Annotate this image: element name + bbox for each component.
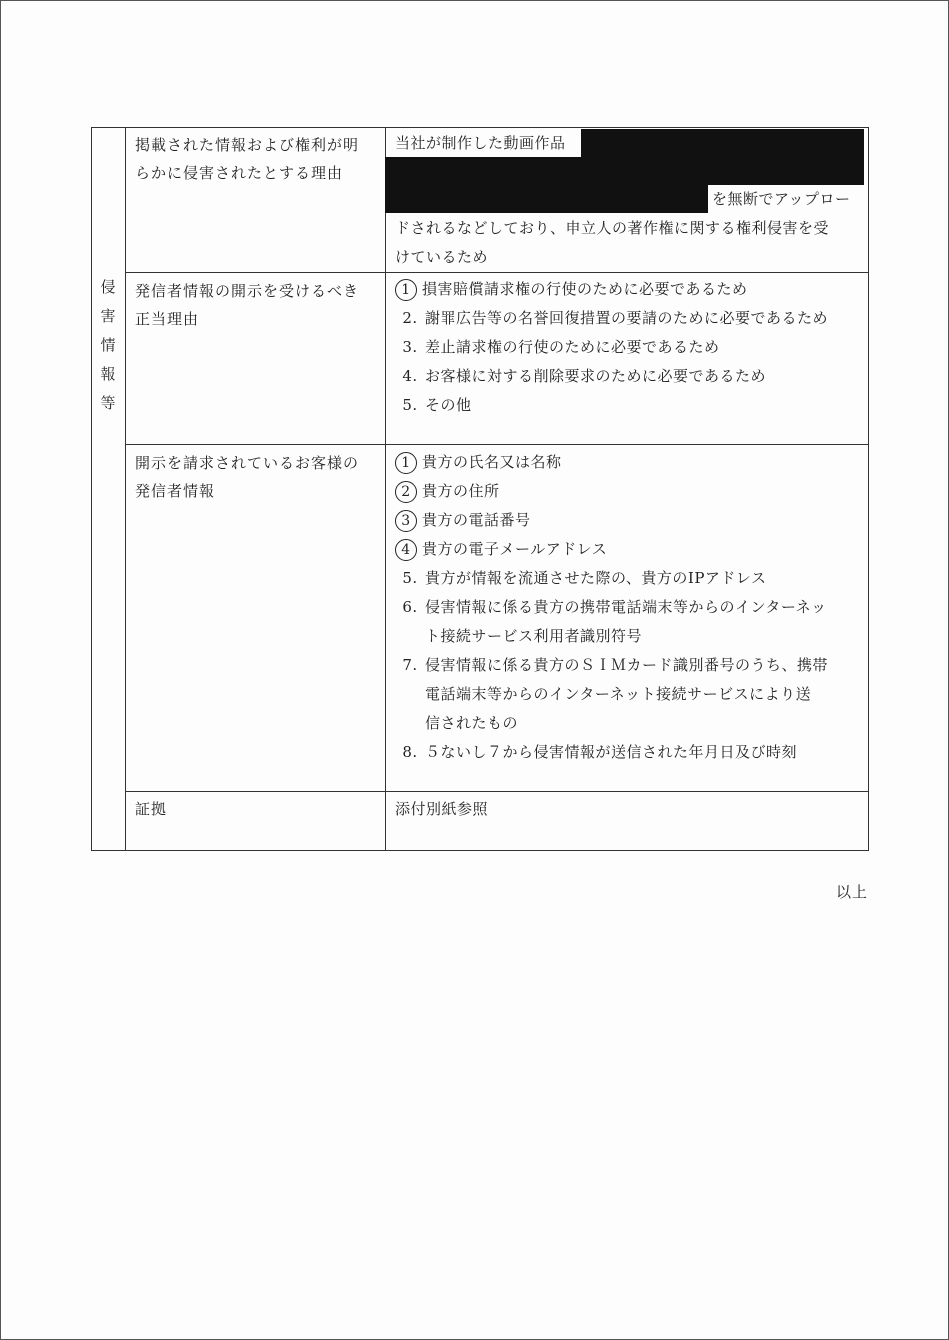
reason-label: [135, 131, 359, 187]
item-text: 電話端末等からのインターネット接続サービスにより送: [425, 685, 812, 703]
item-text: ５ないし７から侵害情報が送信された年月日及び時刻: [425, 743, 798, 761]
item-number: 2.: [402, 309, 418, 327]
label-line: 発信者情報の開示を受けるべき: [135, 282, 360, 300]
item-text: 損害賠償請求権の行使のために必要であるため: [422, 280, 748, 298]
label-line: 掲載された情報および権利が明: [135, 136, 360, 154]
side-char: 報: [100, 365, 116, 383]
item-text: 信されたもの: [425, 714, 519, 732]
reason-text-mid: を無断でアップロー: [712, 190, 851, 208]
item-number: 6.: [402, 598, 418, 616]
redaction-block: [385, 185, 708, 213]
item-text: お客様に対する削除要求のために必要であるため: [425, 367, 767, 385]
list-item: [395, 593, 827, 651]
item-text: 貴方の電子メールアドレス: [422, 540, 608, 558]
list-item: [395, 448, 562, 477]
redaction-block: [581, 129, 864, 157]
item-number: 3.: [402, 338, 418, 356]
item-text: 貴方の住所: [422, 482, 500, 500]
item-text: 貴方が情報を流通させた際の、貴方のIPアドレス: [425, 569, 767, 587]
item-text: 貴方の電話番号: [422, 511, 531, 529]
sender-info-label: [135, 449, 359, 505]
item-text: 侵害情報に係る貴方の携帯電話端末等からのインターネッ: [425, 598, 827, 616]
list-item: [395, 738, 797, 767]
list-item: [395, 333, 720, 362]
justification-label: [135, 277, 359, 333]
item-number: 8.: [402, 743, 418, 761]
item-text: ト接続サービス利用者識別符号: [425, 627, 643, 645]
label-line: 正当理由: [135, 310, 200, 328]
item-text: 侵害情報に係る貴方のＳＩＭカード識別番号のうち、携帯: [425, 656, 829, 674]
item-text: その他: [425, 396, 472, 414]
evidence-label: 証拠: [135, 800, 168, 818]
item-text: 貴方の氏名又は名称: [422, 453, 562, 471]
circled-number: 4: [395, 539, 417, 561]
list-item: [395, 304, 828, 333]
circled-number: 1: [395, 452, 417, 474]
item-text: 謝罪広告等の名誉回復措置の要請のために必要であるため: [425, 309, 829, 327]
list-item: [395, 506, 531, 535]
label-line: 発信者情報: [135, 482, 216, 500]
label-line: らかに侵害されたとする理由: [135, 164, 344, 182]
item-number: 5.: [402, 569, 418, 587]
item-number: 5.: [402, 396, 418, 414]
side-char: 害: [100, 307, 116, 325]
side-label-infringement-info: [91, 273, 125, 418]
circled-number: 2: [395, 481, 417, 503]
reason-text-line: けているため: [395, 248, 489, 266]
evidence-value: 添付別紙参照: [395, 800, 489, 818]
list-item: [395, 535, 607, 564]
label-line: 開示を請求されているお客様の: [135, 454, 360, 472]
side-char: 等: [100, 394, 116, 412]
circled-number: 3: [395, 510, 417, 532]
closing-mark: 以上: [835, 883, 868, 901]
side-char: 侵: [100, 278, 116, 296]
redaction-block: [385, 157, 864, 185]
row-divider-3: [125, 791, 869, 792]
list-item: [395, 275, 748, 304]
list-item: [395, 564, 766, 593]
item-number: 7.: [402, 656, 418, 674]
list-item: [395, 651, 828, 738]
item-number: 4.: [402, 367, 418, 385]
col-divider-1: [125, 127, 126, 851]
list-item: [395, 477, 500, 506]
list-item: [395, 391, 472, 420]
list-item: [395, 362, 766, 391]
circled-number: 1: [395, 279, 417, 301]
reason-text-start: 当社が制作した動画作品: [395, 134, 566, 152]
side-char: 情: [100, 336, 116, 354]
reason-text-line: ドされるなどしており、申立人の著作権に関する権利侵害を受: [395, 219, 830, 237]
row-divider-1: [125, 272, 869, 273]
row-divider-2: [125, 444, 869, 445]
col-divider-2: [385, 127, 386, 851]
item-text: 差止請求権の行使のために必要であるため: [425, 338, 720, 356]
